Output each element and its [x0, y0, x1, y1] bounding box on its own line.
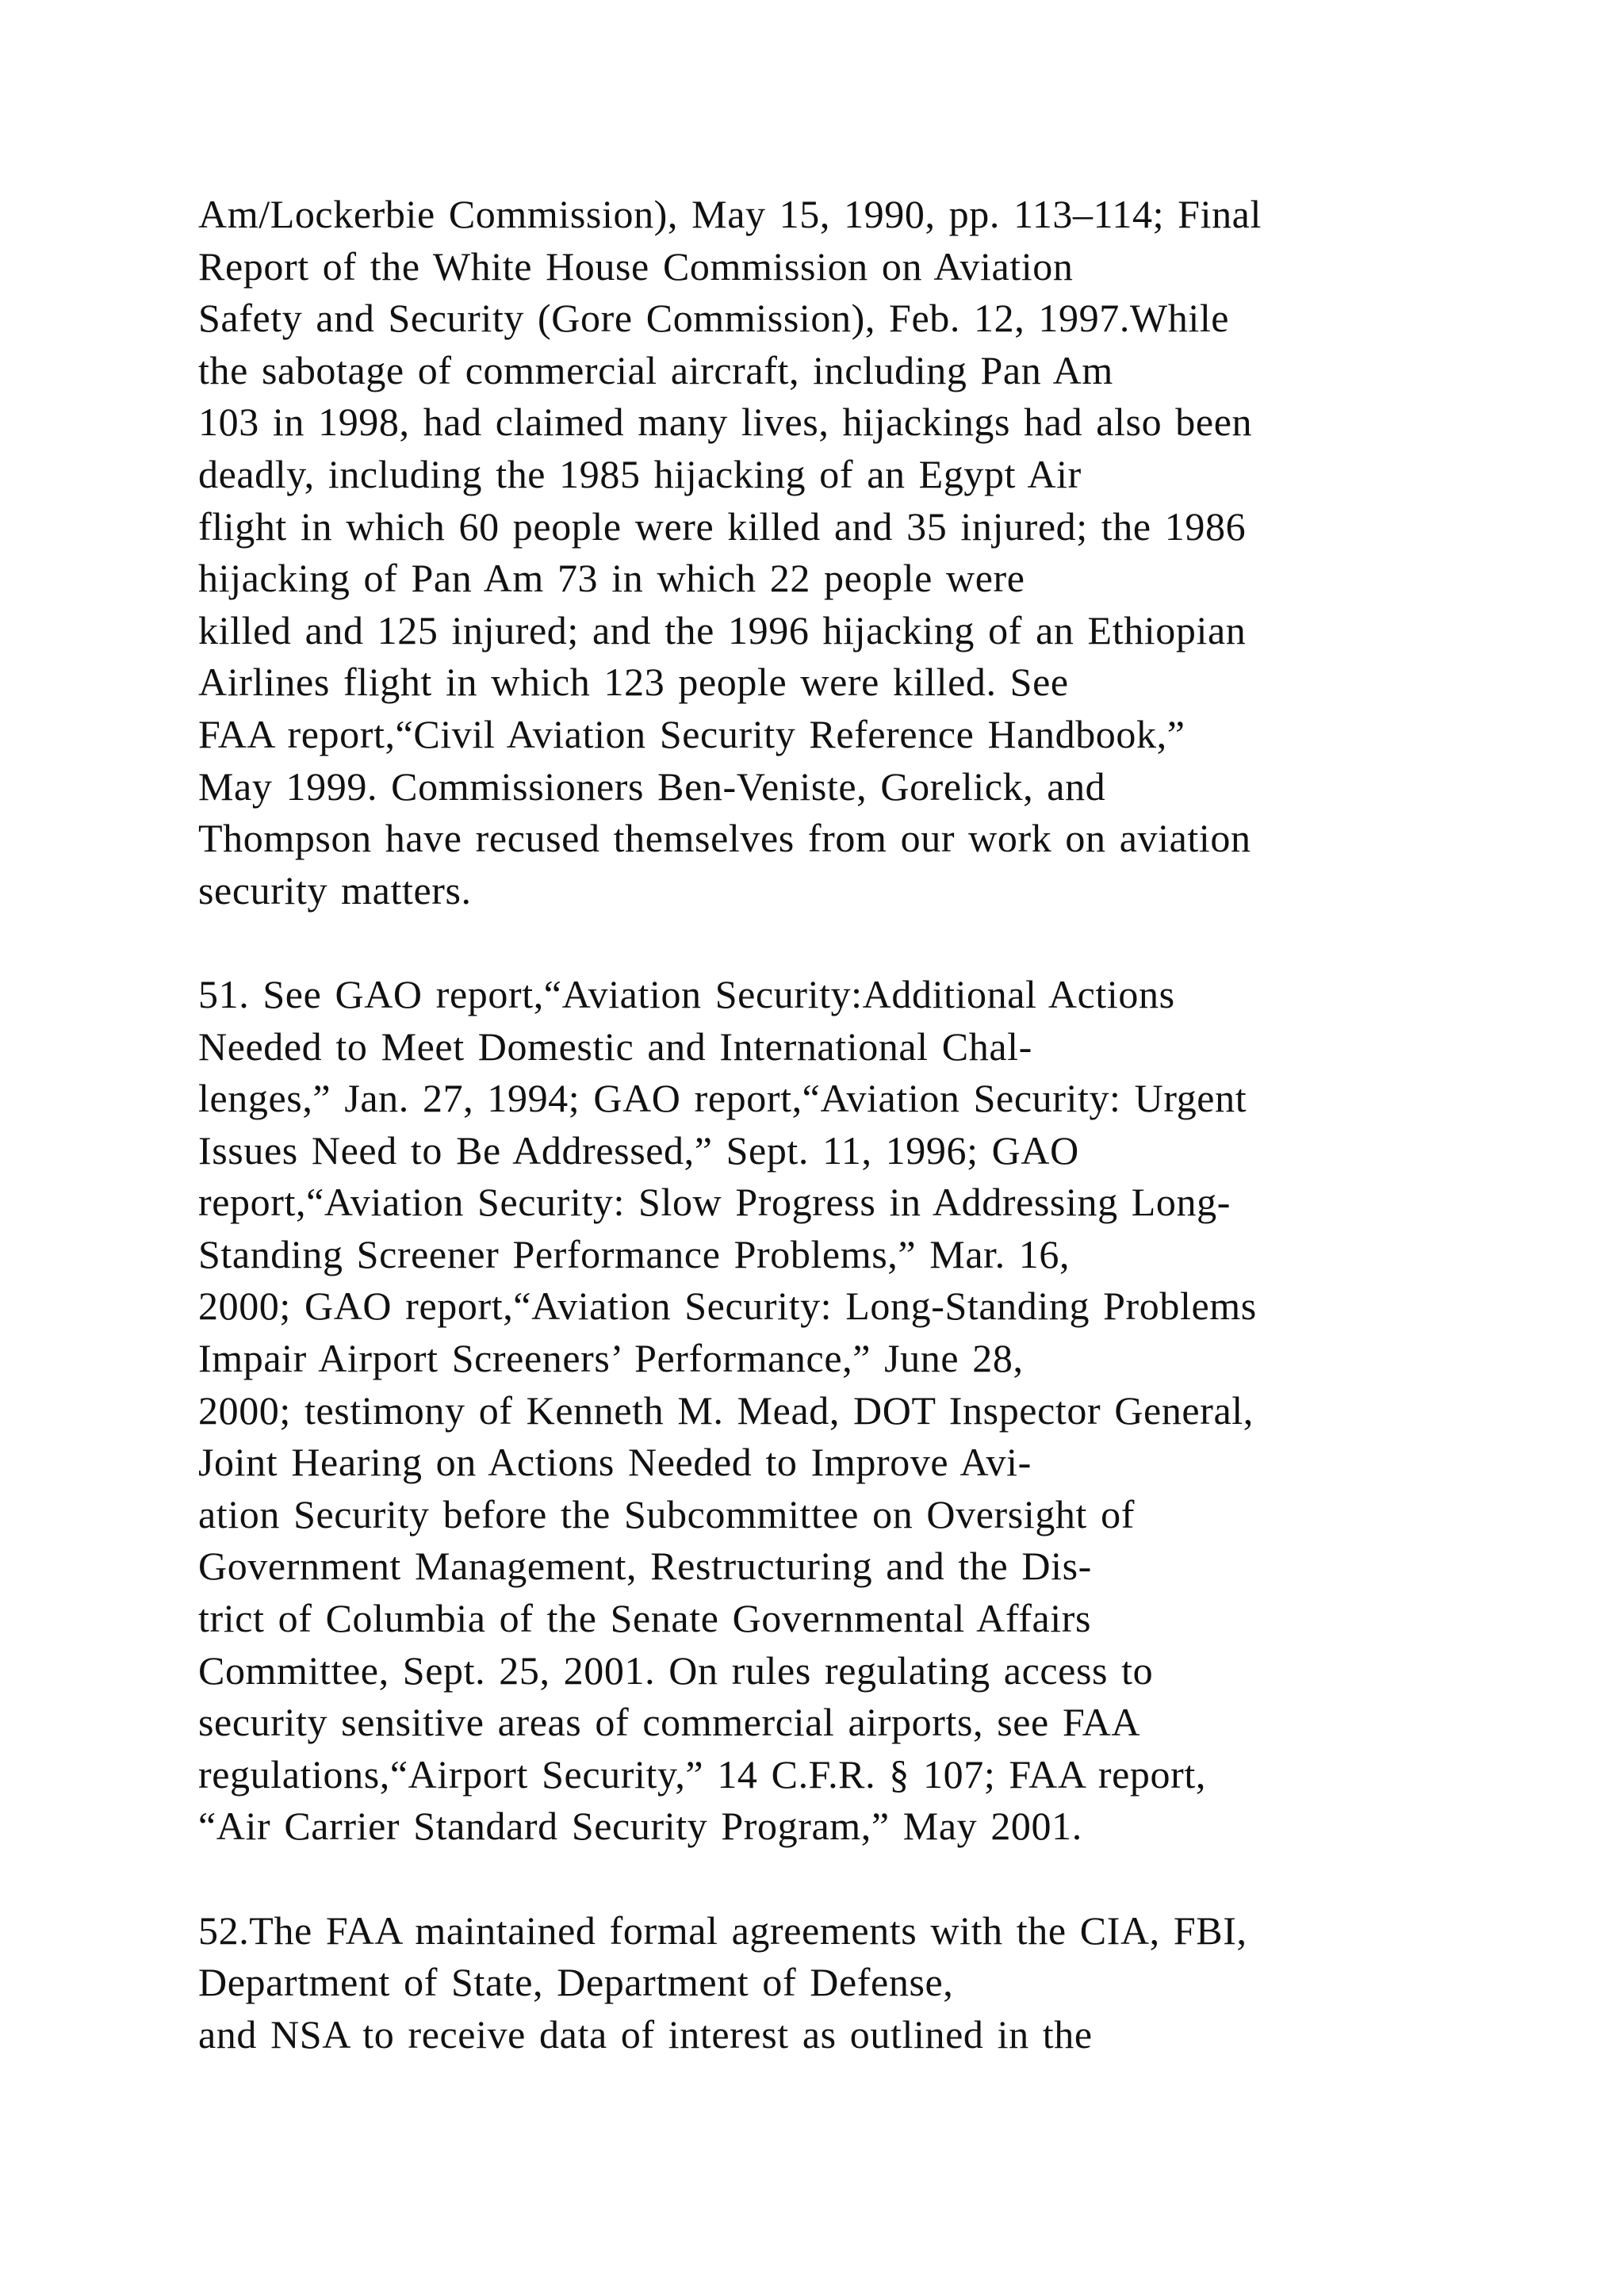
text-line: flight in which 60 people were killed and 35 injured; the 1986: [198, 503, 1247, 549]
text-line: 2000; testimony of Kenneth M. Mead, DOT Inspector General,: [198, 1387, 1254, 1433]
text-line: 52.The FAA maintained formal agreements with the CIA, FBI,: [198, 1908, 1247, 1953]
text-line: Department of State, Department of Defense,: [198, 1960, 954, 2005]
footnote-52: [198, 1905, 1435, 2061]
text-line: Issues Need to Be Addressed,” Sept. 11, 1996; GAO: [198, 1127, 1079, 1173]
text-line: security sensitive areas of commercial airports, see FAA: [198, 1700, 1141, 1745]
paragraph-gap: [198, 916, 1435, 969]
text-line: report,“Aviation Security: Slow Progress in Addressing Long-: [198, 1180, 1231, 1225]
text-line: Safety and Security (Gore Commission), Feb. 12, 1997.While: [198, 296, 1230, 341]
text-line: trict of Columbia of the Senate Governmental Affairs: [198, 1596, 1092, 1641]
text-line: security matters.: [198, 867, 472, 913]
text-line: Standing Screener Performance Problems,” Mar. 16,: [198, 1231, 1071, 1276]
text-line: deadly, including the 1985 hijacking of an Egypt Air: [198, 451, 1082, 496]
text-line: Report of the White House Commission on Aviation: [198, 243, 1074, 289]
text-line: FAA report,“Civil Aviation Security Reference Handbook,”: [198, 711, 1185, 756]
text-line: Committee, Sept. 25, 2001. On rules regulating access to: [198, 1647, 1154, 1693]
text-line: Impair Airport Screeners’ Performance,” June 28,: [198, 1336, 1024, 1381]
text-line: Am/Lockerbie Commission), May 15, 1990, pp. 113–114; Final: [198, 192, 1262, 236]
text-line: ation Security before the Subcommittee on Oversight of: [198, 1491, 1135, 1536]
paragraph-gap: [198, 1853, 1435, 1905]
text-line: 103 in 1998, had claimed many lives, hijackings had also been: [198, 400, 1253, 445]
text-line: Thompson have recused themselves from our work on aviation: [198, 816, 1251, 861]
footnote-51: [198, 969, 1435, 1853]
text-line: 51. See GAO report,“Aviation Security:Additional Actions: [198, 971, 1175, 1016]
document-body: [198, 189, 1435, 2061]
text-line: the sabotage of commercial aircraft, including Pan Am: [198, 347, 1113, 392]
text-line: Needed to Meet Domestic and International Chal-: [198, 1024, 1032, 1069]
text-line: hijacking of Pan Am 73 in which 22 people were: [198, 556, 1025, 601]
text-line: Airlines flight in which 123 people were killed. See: [198, 660, 1069, 705]
footnote-50-continued: [198, 189, 1435, 916]
text-line: Joint Hearing on Actions Needed to Improve Avi-: [198, 1440, 1032, 1485]
text-line: “Air Carrier Standard Security Program,” May 2001.: [198, 1804, 1082, 1849]
text-line: May 1999. Commissioners Ben-Veniste, Gorelick, and: [198, 763, 1106, 809]
text-line: Government Management, Restructuring and the Dis-: [198, 1544, 1092, 1589]
text-line: regulations,“Airport Security,” 14 C.F.R. § 107; FAA report,: [198, 1751, 1206, 1797]
text-line: lenges,” Jan. 27, 1994; GAO report,“Aviation Security: Urgent: [198, 1076, 1247, 1121]
text-line: killed and 125 injured; and the 1996 hijacking of an Ethiopian: [198, 607, 1247, 652]
text-line: 2000; GAO report,“Aviation Security: Long-Standing Problems: [198, 1284, 1257, 1329]
text-line: and NSA to receive data of interest as outlined in the: [198, 2011, 1093, 2057]
